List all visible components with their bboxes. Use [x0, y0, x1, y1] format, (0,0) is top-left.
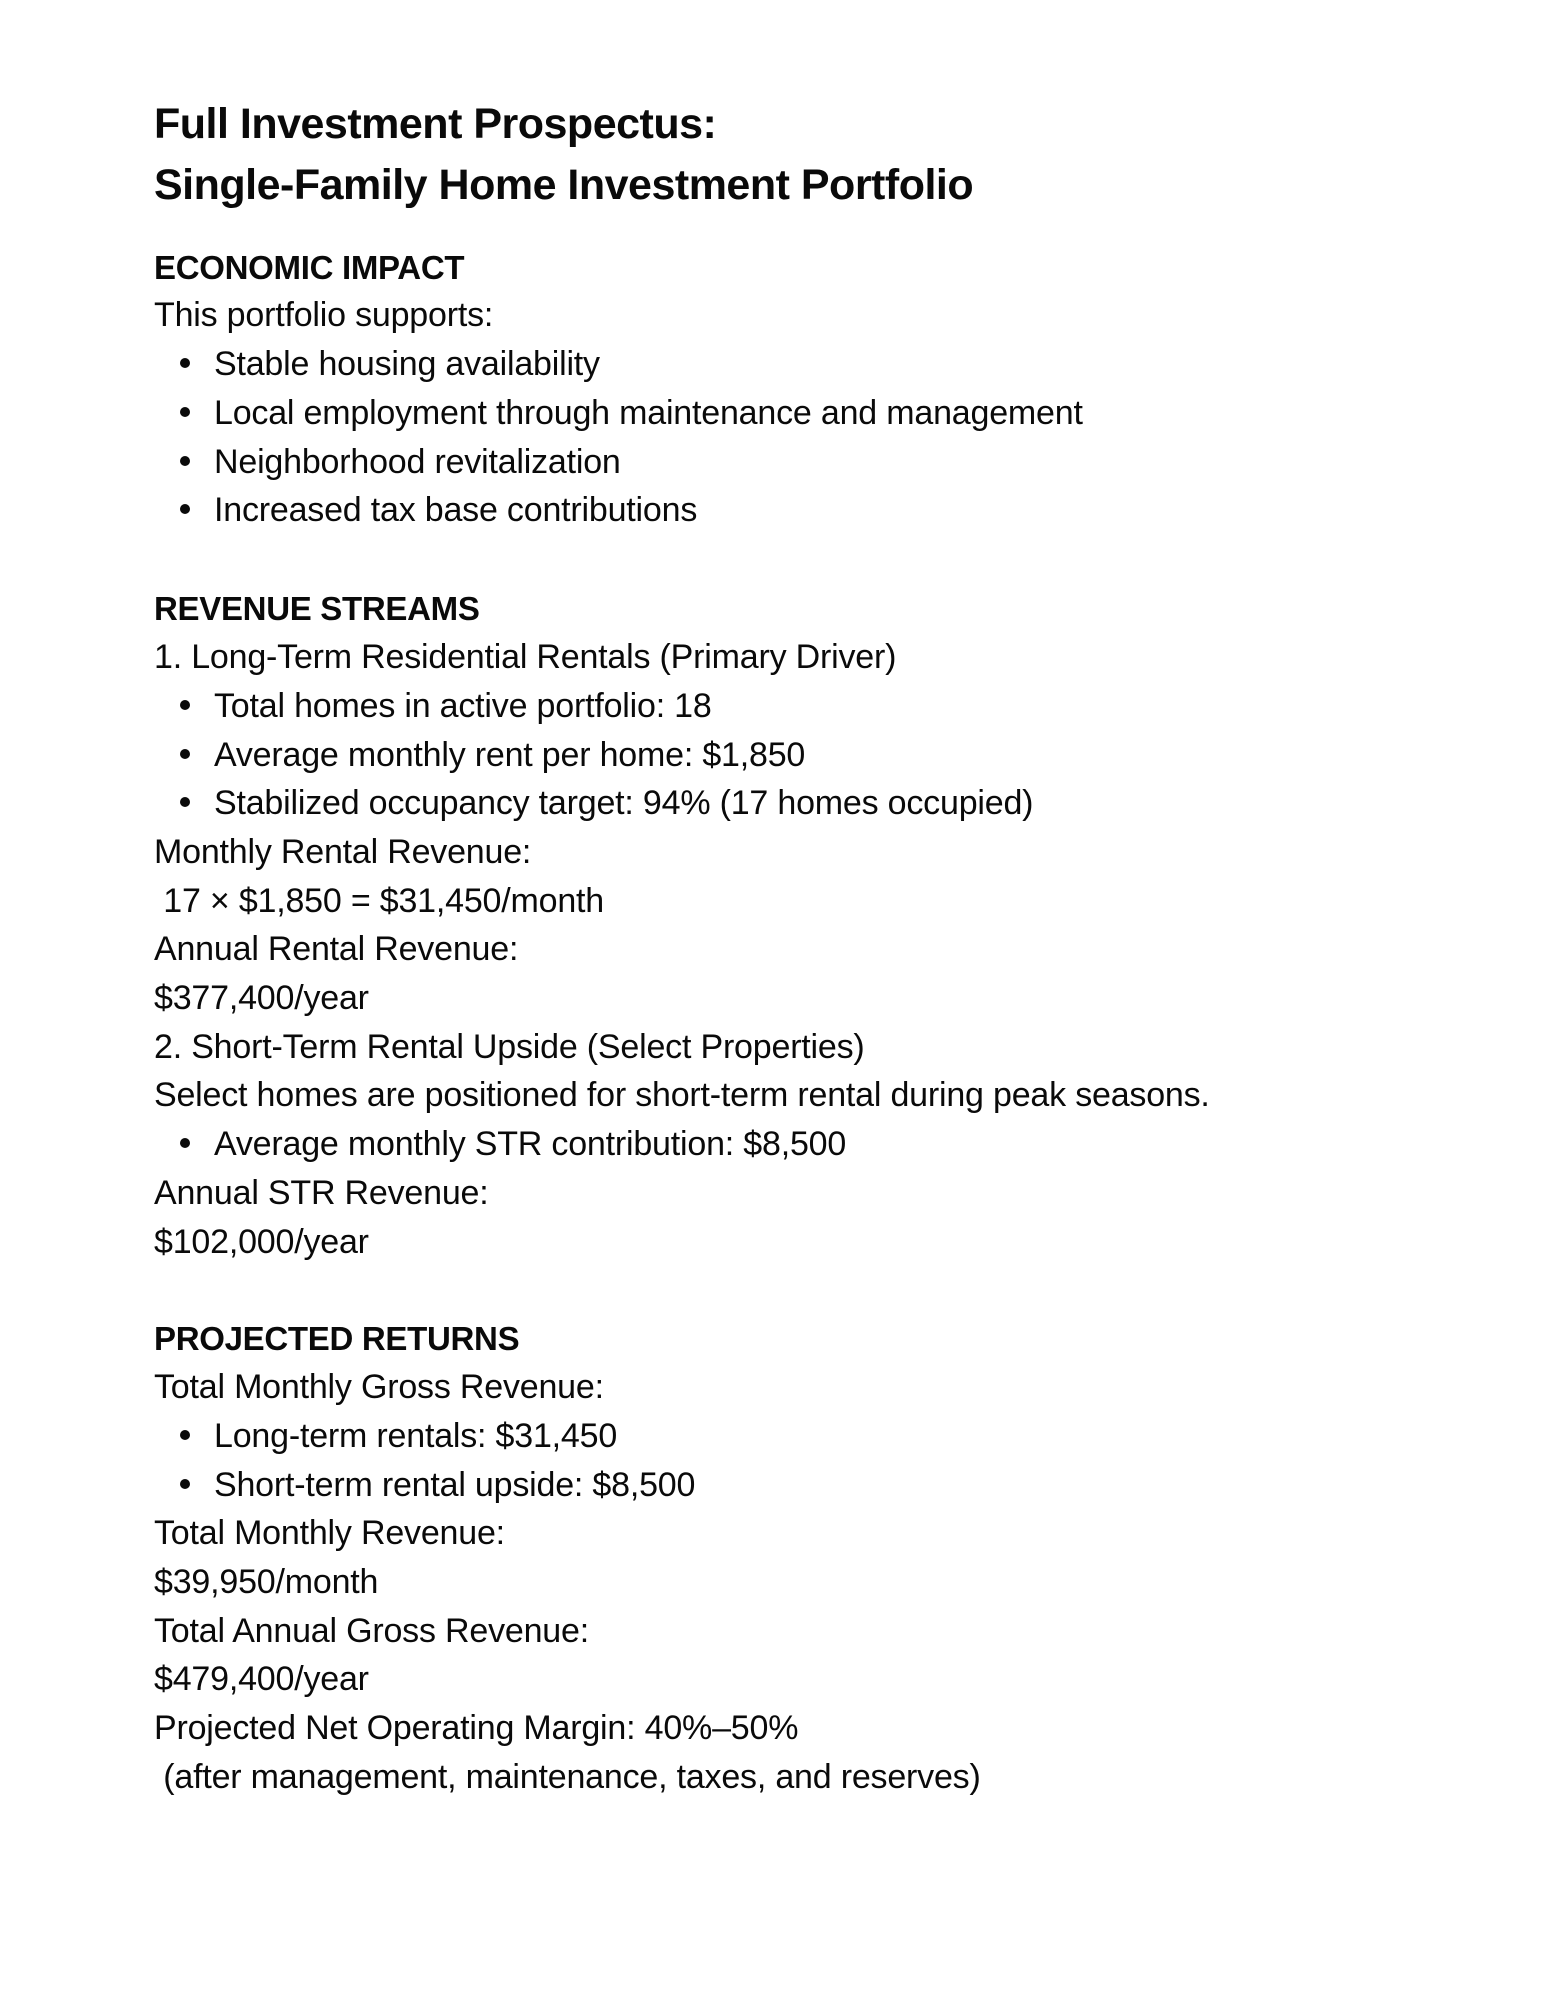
list-item: Neighborhood revitalization — [214, 443, 621, 481]
list-item: Local employment through maintenance and management — [214, 394, 1083, 432]
bullet-icon — [180, 700, 190, 710]
monthly-rental-revenue-label: Monthly Rental Revenue: — [154, 833, 532, 871]
document-title-line-2: Single-Family Home Investment Portfolio — [154, 161, 974, 209]
net-operating-margin: Projected Net Operating Margin: 40%–50% — [154, 1709, 799, 1747]
monthly-rental-revenue-calc: 17 × $1,850 = $31,450/month — [154, 882, 604, 920]
bullet-icon — [180, 797, 190, 807]
section-heading-economic-impact: ECONOMIC IMPACT — [154, 249, 465, 286]
total-annual-gross-label: Total Annual Gross Revenue: — [154, 1612, 589, 1650]
list-item: Long-term rentals: $31,450 — [214, 1417, 618, 1455]
bullet-icon — [180, 1479, 190, 1489]
list-item: Stable housing availability — [214, 345, 600, 383]
total-monthly-revenue-label: Total Monthly Revenue: — [154, 1514, 505, 1552]
total-monthly-revenue-value: $39,950/month — [154, 1563, 379, 1601]
annual-rental-revenue-value: $377,400/year — [154, 979, 369, 1017]
bullet-icon — [180, 504, 190, 514]
list-item: Stabilized occupancy target: 94% (17 homes occupied) — [214, 784, 1034, 822]
bullet-icon — [180, 749, 190, 759]
section-heading-revenue-streams: REVENUE STREAMS — [154, 590, 480, 627]
annual-str-revenue-value: $102,000/year — [154, 1223, 369, 1261]
list-item: Average monthly rent per home: $1,850 — [214, 736, 806, 774]
bullet-icon — [180, 1430, 190, 1440]
list-item: Total homes in active portfolio: 18 — [214, 687, 712, 725]
bullet-icon — [180, 456, 190, 466]
stream-2-title: 2. Short-Term Rental Upside (Select Properties) — [154, 1028, 865, 1066]
stream-1-title: 1. Long-Term Residential Rentals (Primary Driver) — [154, 638, 897, 676]
bullet-icon — [180, 1138, 190, 1148]
economic-impact-intro: This portfolio supports: — [154, 296, 494, 334]
stream-2-description: Select homes are positioned for short-term rental during peak seasons. — [154, 1076, 1210, 1114]
bullet-icon — [180, 407, 190, 417]
annual-str-revenue-label: Annual STR Revenue: — [154, 1174, 489, 1212]
document-title-line-1: Full Investment Prospectus: — [154, 100, 717, 148]
annual-rental-revenue-label: Annual Rental Revenue: — [154, 930, 519, 968]
list-item: Short-term rental upside: $8,500 — [214, 1466, 696, 1504]
bullet-icon — [180, 358, 190, 368]
list-item: Increased tax base contributions — [214, 491, 698, 529]
section-heading-projected-returns: PROJECTED RETURNS — [154, 1320, 520, 1357]
total-annual-gross-value: $479,400/year — [154, 1660, 369, 1698]
total-monthly-gross-label: Total Monthly Gross Revenue: — [154, 1368, 604, 1406]
net-operating-margin-note: (after management, maintenance, taxes, and reserves) — [154, 1758, 981, 1796]
list-item: Average monthly STR contribution: $8,500 — [214, 1125, 847, 1163]
